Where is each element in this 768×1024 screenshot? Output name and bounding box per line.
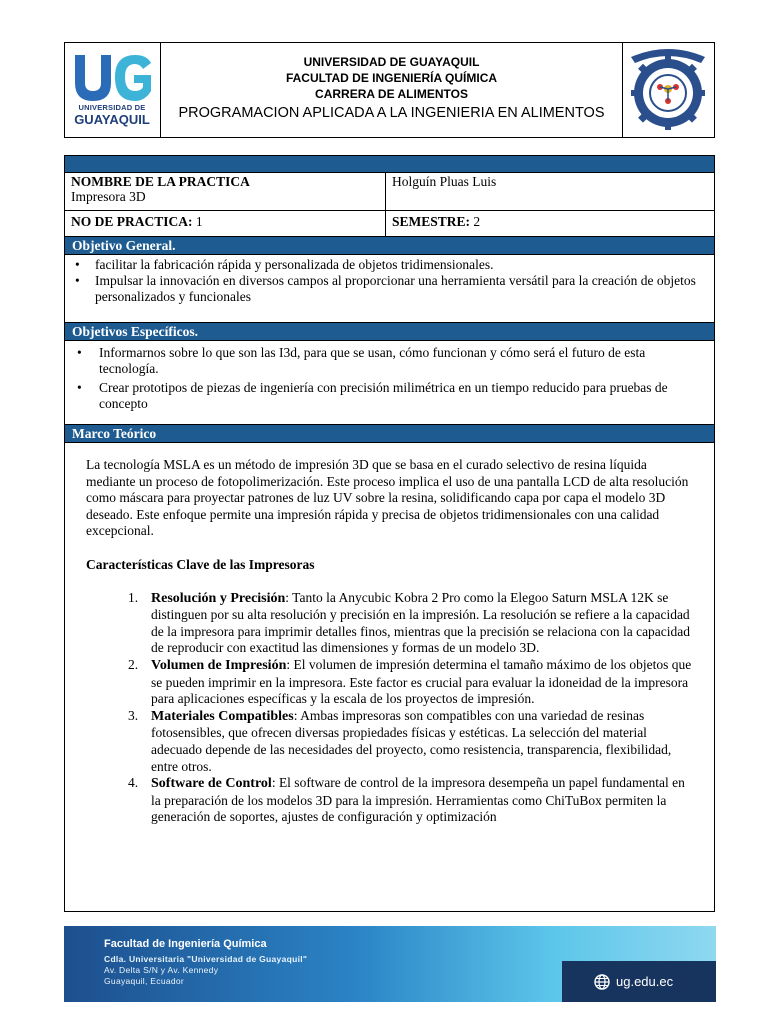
list-item: 3. Materiales Compatibles: Ambas impresoras son compatibles con una variedad de resinas fotosensibles, que ofrecen diversas propiedades físicas y estéticas. La selección del material adecuado depende de las necesidades del proyecto, como resistencia, transparencia, flexibilidad, entre otros. <box>128 707 672 774</box>
website-link[interactable]: ug.edu.ec <box>616 974 674 989</box>
ug-logo-icon <box>71 53 153 103</box>
objetivos-especificos-heading: Objetivos Específicos. <box>65 323 714 341</box>
list-item: • Crear prototipos de piezas de ingeniería con precisión milimétrica en un tiempo reducido para pruebas de concepto <box>77 380 668 411</box>
globe-icon <box>594 974 610 990</box>
list-item: • facilitar la fabricación rápida y personalizada de objetos tridimensionales. <box>75 257 494 272</box>
document-header <box>64 42 715 138</box>
practice-number-cell <box>65 211 386 236</box>
name-row <box>65 173 714 211</box>
header-titles <box>161 43 622 137</box>
footer-address1: Cdla. Universitaria "Universidad de Guayaquil" <box>104 954 308 964</box>
number-row <box>65 211 714 237</box>
semester-cell <box>386 211 714 236</box>
practice-number-value: 1 <box>195 214 203 229</box>
practice-name-cell <box>65 173 386 210</box>
university-name: UNIVERSIDAD DE GUAYAQUIL <box>303 55 480 69</box>
footer-address2: Av. Delta S/N y Av. Kennedy <box>104 965 219 975</box>
characteristics-list <box>86 590 694 826</box>
logo-name-line2: GUAYAQUIL <box>74 112 150 127</box>
list-item: • Informarnos sobre lo que son las I3d, para que se usan, cómo funcionan y cómo será el futuro de esta tecnología. <box>77 345 646 376</box>
faculty-seal <box>622 43 714 137</box>
faculty-name: FACULTAD DE INGENIERÍA QUÍMICA <box>285 71 498 85</box>
footer-faculty: Facultad de Ingeniería Química <box>104 938 267 950</box>
ug-logo <box>65 43 161 137</box>
faculty-seal-icon <box>623 43 715 137</box>
marco-teorico-heading: Marco Teórico <box>65 425 714 443</box>
marco-teorico-body <box>65 443 714 911</box>
practice-name-label: NOMBRE DE LA PRACTICA <box>71 174 250 189</box>
logo-name-line1: UNIVERSIDAD DE <box>78 103 146 112</box>
page-footer <box>64 926 716 1002</box>
list-item: • Impulsar la innovación en diversos campos al proporcionar una herramienta versátil para la creación de objetos personalizados y funcionales <box>75 273 696 304</box>
practice-form <box>64 155 715 912</box>
semester-label: SEMESTRE: <box>392 214 471 229</box>
author-cell <box>386 173 714 210</box>
practice-name-value: Impresora 3D <box>71 189 146 204</box>
list-item: 1. Resolución y Precisión: Tanto la Anycubic Kobra 2 Pro como la Elegoo Saturn MSLA 12K se distinguen por su alta resolución y precisión en la impresión. La resolución se refiere a la capacidad de la impresora para imprimir detalles finos, mientras que la precisión se relaciona con la capacidad de reproducir con exactitud las dimensiones y formas de un modelo 3D. <box>128 589 691 656</box>
marco-intro: La tecnología MSLA es un método de impresión 3D que se basa en el curado selectivo de resina líquida mediante un proceso de fotopolimerización. Este proceso implica el uso de una pantalla LCD de alta resolución como máscara para proyectar patrones de luz UV sobre la resina, solidificando capa por capa el modelo 3D deseado. Este enfoque permite una impresión rápida y precisa de objetos tridimensionales con una calidad excepcional. <box>86 457 689 539</box>
objetivo-general-heading: Objetivo General. <box>65 237 714 255</box>
list-item: 2. Volumen de Impresión: El volumen de impresión determina el tamaño máximo de los objetos que se pueden imprimir en la impresora. Este factor es crucial para evaluar la idoneidad de la impresora para aplicaciones específicas y la escala de los proyectos de impresión. <box>128 656 692 707</box>
objetivos-especificos-list <box>65 341 714 425</box>
practice-number-label: NO DE PRACTICA: <box>71 214 193 229</box>
author-name: Holguín Pluas Luis <box>392 174 497 189</box>
top-color-bar <box>65 156 714 173</box>
course-name: PROGRAMACION APLICADA A LA INGENIERIA EN ALIMENTOS <box>178 105 605 121</box>
website-box[interactable] <box>562 961 716 1002</box>
career-name: CARRERA DE ALIMENTOS <box>315 87 468 101</box>
marco-subtitle: Características Clave de las Impresoras <box>86 556 315 572</box>
list-item: 4. Software de Control: El software de control de la impresora desempeña un papel fundamental en la preparación de los modelos 3D para la impresión. Herramientas como ChiTuBox permiten la generación de soportes, ajustes de configuración y optimización <box>128 775 685 825</box>
objetivo-general-list <box>65 255 714 323</box>
semester-value: 2 <box>473 214 481 229</box>
footer-address3: Guayaquil, Ecuador <box>104 976 185 986</box>
